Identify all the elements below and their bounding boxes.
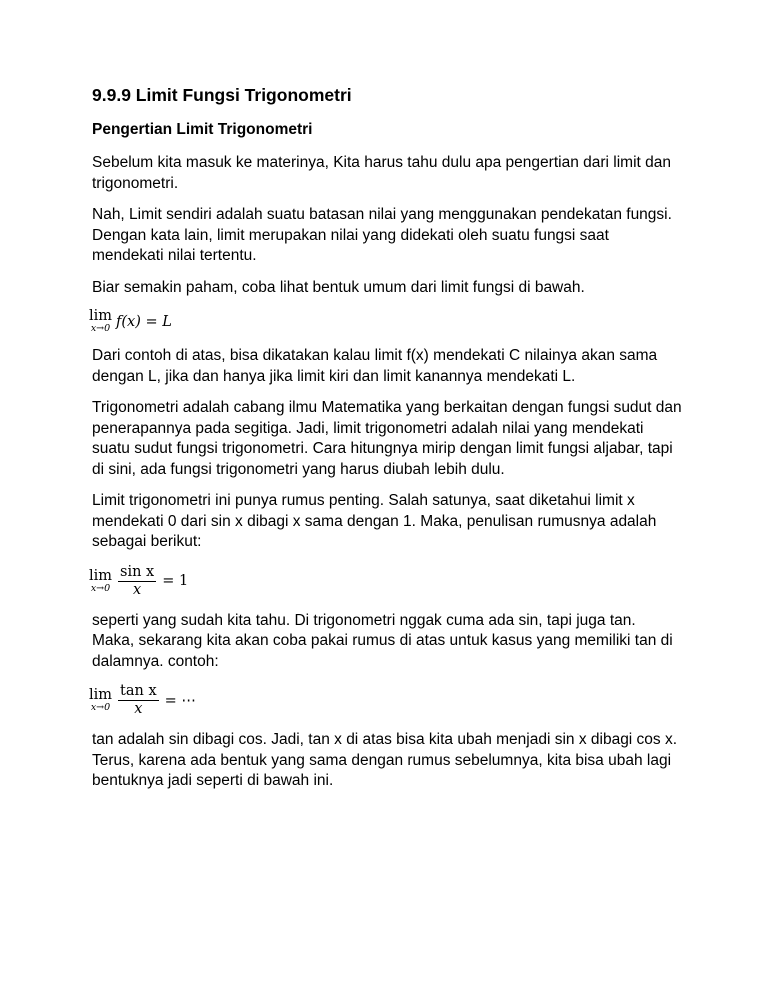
formula-expression: f(x) = L	[116, 313, 172, 330]
paragraph-6: Limit trigonometri ini punya rumus penting. Salah satunya, saat diketahui limit x mendekati 0 dari sin x dibagi x sama dengan 1. Maka, penulisan rumusnya adalah sebagai berikut:	[92, 492, 657, 550]
subsection-heading: Pengertian Limit Trigonometri	[92, 121, 313, 138]
fraction-numerator: sin x	[120, 563, 155, 580]
formula-general-limit	[89, 309, 682, 334]
document-page	[89, 84, 682, 803]
lim-subscript: x→0	[90, 582, 111, 594]
limit-operator	[89, 688, 112, 713]
limit-operator	[89, 569, 112, 594]
paragraph-7: seperti yang sudah kita tahu. Di trigonometri nggak cuma ada sin, tapi juga tan. Maka, sekarang kita akan coba pakai rumus di atas untuk kasus yang memiliki tan di dalamnya. contoh:	[92, 611, 673, 670]
fraction-numerator: tan x	[120, 683, 157, 699]
paragraph-5: Trigonometri adalah cabang ilmu Matematika yang berkaitan dengan fungsi sudut dan penerapannya pada segitiga. Jadi, limit trigonometri adalah nilai yang mendekati suatu sudut fungsi trigonometri. Cara hitungnya mirip dengan limit fungsi aljabar, tapi di sini, ada fungsi trigonometri yang harus diubah lebih dulu.	[92, 399, 682, 478]
section-heading: 9.9.9 Limit Fungsi Trigonometri	[92, 85, 352, 105]
paragraph-1: Sebelum kita masuk ke materinya, Kita harus tahu dulu apa pengertian dari limit dan trigonometri.	[92, 154, 671, 192]
paragraph-4: Dari contoh di atas, bisa dikatakan kalau limit f(x) mendekati C nilainya akan sama dengan L, jika dan hanya jika limit kiri dan limit kanannya mendekati L.	[92, 347, 658, 385]
lim-subscript: x→0	[90, 702, 111, 713]
paragraph-2: Nah, Limit sendiri adalah suatu batasan nilai yang menggunakan pendekatan fungsi. Dengan kata lain, limit merupakan nilai yang didekati oleh suatu fungsi saat mendekati nilai tertentu.	[92, 206, 672, 264]
fraction	[118, 564, 156, 599]
lim-word: lim	[89, 308, 113, 324]
formula-tan-limit	[89, 683, 682, 718]
limit-operator	[89, 309, 112, 334]
formula-sin-limit	[89, 564, 682, 599]
formula-result: = 1	[162, 573, 189, 589]
lim-word: lim	[89, 567, 113, 584]
paragraph-3: Biar semakin paham, coba lihat bentuk umum dari limit fungsi di bawah.	[92, 278, 585, 296]
paragraph-8: tan adalah sin dibagi cos. Jadi, tan x di atas bisa kita ubah menjadi sin x dibagi cos x. Terus, karena ada bentuk yang sama dengan rumus sebelumnya, kita bisa ubah lagi bentuknya jadi seperti di bawah ini.	[92, 731, 678, 789]
formula-result: = ⋯	[164, 692, 196, 709]
fraction-denominator: x	[134, 701, 143, 717]
fraction-denominator: x	[133, 581, 142, 598]
fraction	[118, 683, 159, 718]
lim-subscript: x→0	[90, 323, 111, 334]
lim-word: lim	[89, 687, 113, 703]
